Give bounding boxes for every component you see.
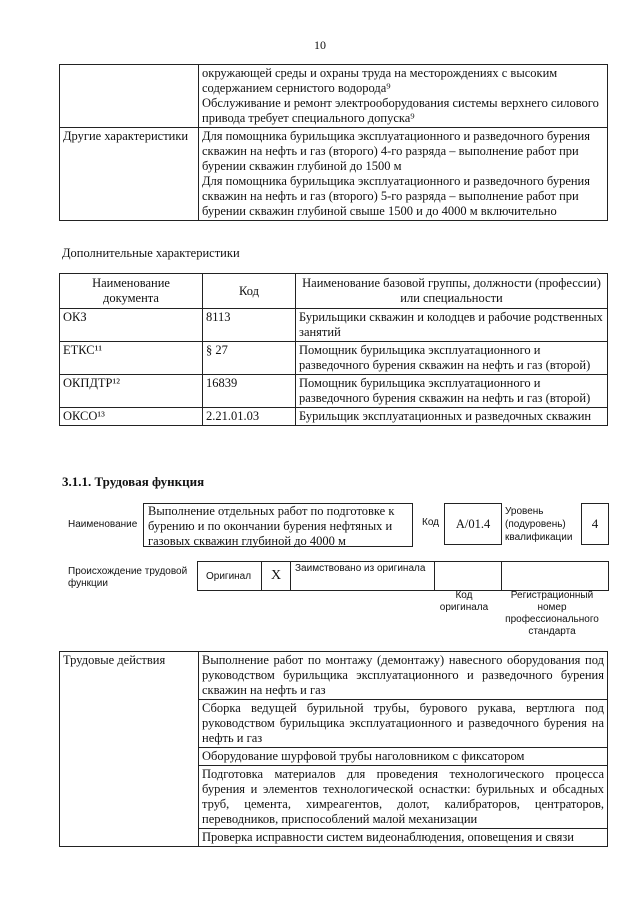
additional-title: Дополнительные характеристики [62,246,240,260]
doc-cell: ОКПДТР¹² [60,375,203,408]
characteristics-table [59,64,608,221]
doc-cell: ОКСО¹³ [60,408,203,426]
row-content [199,65,608,128]
actions-table [59,651,608,847]
table-row [60,128,608,221]
table-row [60,408,608,426]
level-label: Уровень (подуровень) квалификации [505,506,573,543]
action-item: Подготовка материалов для проведения технологического процесса бурения и элементов технологической оснастки: бурильных и обсадных труб, цемента, химреагентов, долот, калибраторов, центраторов, переводников, приспособлений малой механизации [199,766,608,829]
function-name-box: Выполнение отдельных работ по подготовке к бурению и по окончании бурения нефтяных и газовых скважин глубиной до 4000 м [143,503,413,547]
orig-code-cell [435,562,502,590]
col-header-code: Код [203,274,296,309]
code-cell: 2.21.01.03 [203,408,296,426]
reg-number-caption: Регистрационный номер профессионального стандарта [505,590,599,637]
actions-label: Трудовые действия [60,652,199,847]
doc-cell: ЕТКС¹¹ [60,342,203,375]
col-header-doc: Наименование документа [60,274,203,309]
row-content [199,128,608,221]
function-heading: 3.1.1. Трудовая функция [62,474,205,489]
code-cell: 8113 [203,309,296,342]
content-line: окружающей среды и охраны труда на месторождениях с высоким содержанием сернистого водорода⁹ [202,66,558,95]
table-row [60,342,608,375]
col-header-name: Наименование базовой группы, должности (профессии) или специальности [296,274,608,309]
name-cell: Бурильщики скважин и колодцев и рабочие родственных занятий [296,309,608,342]
action-item: Оборудование шурфовой трубы наголовником с фиксатором [199,748,608,766]
borrowed-label: Заимствовано из оригинала [291,562,435,590]
code-cell: 16839 [203,375,296,408]
name-label: Наименование [68,519,138,530]
content-line: Обслуживание и ремонт электрооборудования системы верхнего силового привода требует специального допуска⁹ [202,96,599,125]
origin-label: Происхождение трудовой функции [68,566,188,589]
content-line: Для помощника бурильщика эксплуатационного и разведочного бурения скважин на нефть и газ (второго) 5-го разряда – выполнение работ при бурении скважин глубиной свыше 1500 и до 4000 м включительно [202,174,590,218]
original-label: Оригинал [198,562,262,590]
origin-row [197,561,609,591]
reg-number-cell [502,562,608,590]
action-item: Выполнение работ по монтажу (демонтажу) навесного оборудования под руководством бурильщика эксплуатационного и разведочного бурения скважин на нефть и газ [199,652,608,700]
content-line: Для помощника бурильщика эксплуатационного и разведочного бурения скважин на нефть и газ (второго) 4-го разряда – выполнение работ при бурении скважин глубиной до 1500 м [202,129,590,173]
code-cell: § 27 [203,342,296,375]
header-row [60,274,608,309]
additional-table [59,273,608,426]
action-item: Сборка ведущей бурильной трубы, бурового рукава, вертлюга под руководством бурильщика эксплуатационного и разведочного бурения на нефть и газ [199,700,608,748]
table-row [60,309,608,342]
table-row [60,375,608,408]
page-number: 10 [314,38,326,52]
row-label [60,65,199,128]
action-item: Проверка исправности систем видеонаблюдения, оповещения и связи [199,829,608,847]
code-label: Код [422,517,440,528]
function-code-box: А/01.4 [444,503,502,545]
table-row [60,652,608,700]
table-row [60,65,608,128]
level-box: 4 [581,503,609,545]
orig-code-caption: Код оригинала [439,590,489,613]
original-mark: X [262,562,291,590]
row-label: Другие характеристики [60,128,199,221]
doc-cell: ОКЗ [60,309,203,342]
name-cell: Бурильщик эксплуатационных и разведочных скважин [296,408,608,426]
name-cell: Помощник бурильщика эксплуатационного и разведочного бурения скважин на нефть и газ (второй) [296,342,608,375]
name-cell: Помощник бурильщика эксплуатационного и разведочного бурения скважин на нефть и газ (второй) [296,375,608,408]
